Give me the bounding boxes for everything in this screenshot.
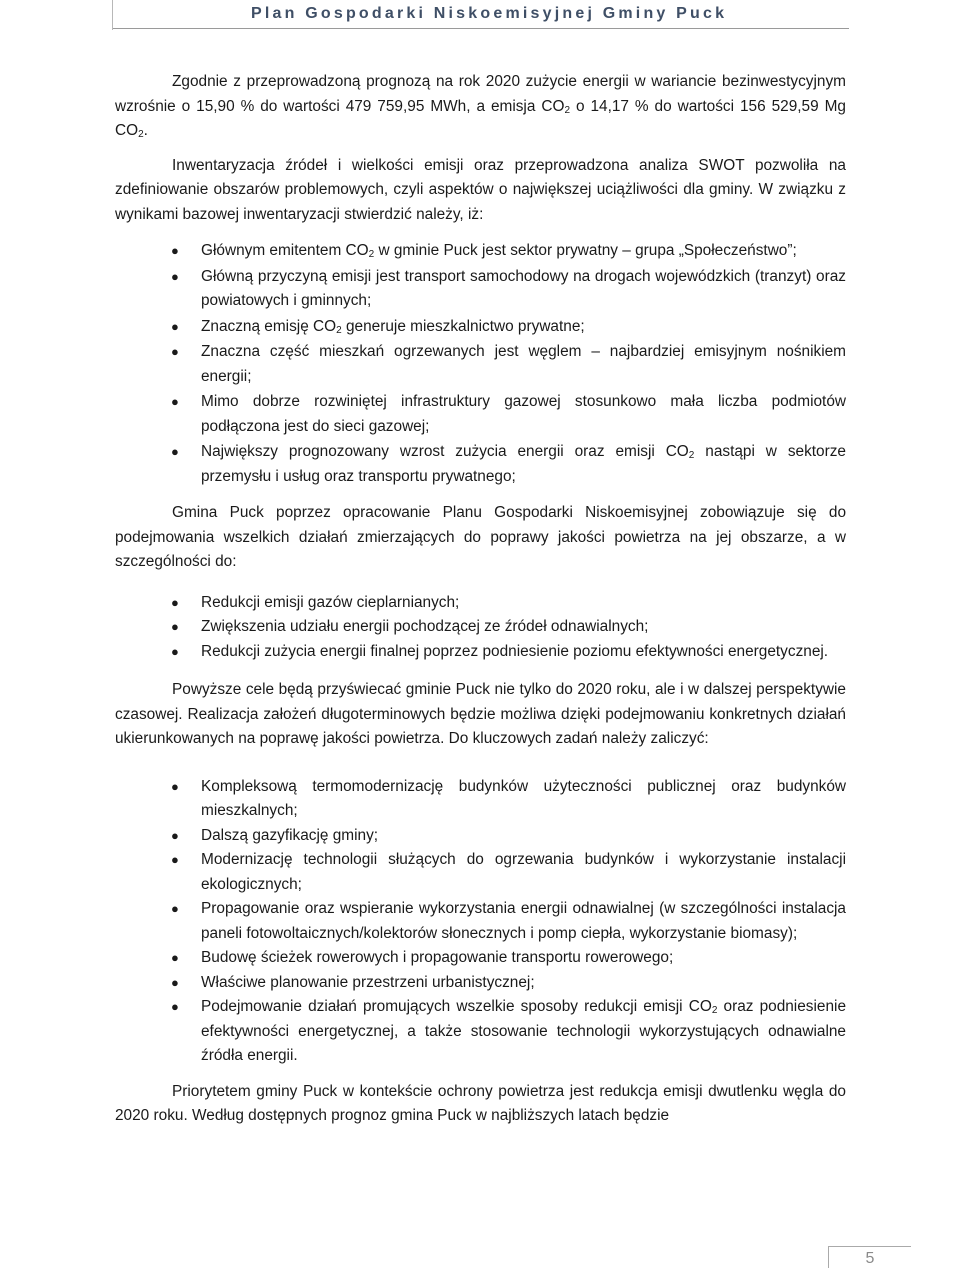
list-item <box>115 848 846 897</box>
list-item-text: oraz podniesienie efektywności energetycznej, a także stosowanie technologii wykorzystujących odnawialne źródła energii. <box>201 998 847 1064</box>
list-item <box>115 340 846 389</box>
list-item-text: Główną przyczyną emisji jest transport samochodowy na drogach wojewódzkich (tranzyt) oraz powiatowych i gminnych; <box>201 267 846 309</box>
findings-list <box>115 239 846 489</box>
list-item <box>115 591 846 616</box>
list-item-text: Kompleksową termomodernizację budynków użyteczności publicznej oraz budynków mieszkalnych; <box>201 777 846 819</box>
paragraph-text: Zgodnie z przeprowadzoną prognozą na rok 2020 zużycie energii w wariancie bezinwestycyjnym wzrośnie o 15,90 % do wartości 479 759,95 MWh, a emisja CO <box>115 73 846 115</box>
bullet-icon: ● <box>171 268 179 284</box>
page-number-box <box>828 1246 911 1268</box>
list-item <box>115 995 846 1069</box>
tasks-list <box>115 775 846 1069</box>
list-item <box>115 315 846 340</box>
list-item <box>115 640 846 665</box>
goals-list <box>115 591 846 665</box>
bullet-icon: ● <box>171 950 179 965</box>
bullet-icon: ● <box>171 974 179 990</box>
bullet-icon: ● <box>171 999 179 1014</box>
list-item-text: nastąpi w sektorze przemysłu i usług oraz transportu prywatnego; <box>201 443 846 485</box>
header-title: Plan Gospodarki Niskoemisyjnej Gminy Puck <box>251 5 728 22</box>
list-item-text: Największy prognozowany wzrost zużycia energii oraz emisji CO <box>201 443 689 460</box>
list-item <box>115 946 846 971</box>
list-item-text: Dalszą gazyfikację gminy; <box>201 826 379 844</box>
bullet-icon: ● <box>171 827 179 843</box>
bullet-icon: ● <box>171 243 179 258</box>
document-body <box>115 70 846 1129</box>
bullet-icon: ● <box>171 852 179 867</box>
paragraph-goals: Powyższe cele będą przyświecać gminie Puck nie tylko do 2020 roku, ale i w dalszej perspektywie czasowej. Realizacja założeń długoterminowych będzie możliwa dzięki podejmowaniu konkretnych działań ukierunkowanych na poprawę jakości powietrza. Do kluczowych zadań należy zaliczyć: <box>115 681 846 747</box>
list-item-text: Głównym emitentem CO <box>201 242 369 259</box>
list-item <box>115 897 846 946</box>
bullet-icon: ● <box>171 643 179 659</box>
list-item <box>115 775 846 824</box>
list-item <box>115 824 846 849</box>
paragraph-forecast <box>115 70 846 144</box>
list-item-text: Zwiększenia udziału energii pochodzącej ze źródeł odnawialnych; <box>201 618 649 635</box>
list-item-text: Znaczna część mieszkań ogrzewanych jest węglem – najbardziej emisyjnym nośnikiem energii; <box>201 343 846 385</box>
paragraph-text: o 14,17 % do wartości 156 529,59 Mg CO <box>115 97 846 139</box>
subscript: 2 <box>368 249 375 260</box>
bullet-icon: ● <box>171 901 179 916</box>
page-number: 5 <box>865 1250 875 1267</box>
list-item <box>115 390 846 439</box>
list-item <box>115 440 846 489</box>
list-item <box>115 265 846 314</box>
paragraph-text: . <box>143 122 148 139</box>
list-item-text: Modernizację technologii służących do ogrzewania budynków i wykorzystanie instalacji ekologicznych; <box>201 851 846 893</box>
bullet-icon: ● <box>171 394 179 409</box>
list-item-text: generuje mieszkalnictwo prywatne; <box>341 317 585 335</box>
list-item-text: Budowę ścieżek rowerowych i propagowanie transportu rowerowego; <box>201 949 674 966</box>
list-item <box>115 239 846 264</box>
subscript: 2 <box>138 129 144 140</box>
list-item <box>115 971 846 996</box>
list-item-text: w gminie Puck jest sektor prywatny – grupa „Społeczeństwo”; <box>374 242 797 259</box>
list-item-text: Znaczną emisję CO <box>201 317 337 335</box>
list-item-text: Podejmowanie działań promujących wszelkie sposoby redukcji emisji CO <box>201 998 712 1015</box>
list-item <box>115 615 846 640</box>
subscript: 2 <box>688 450 695 461</box>
header-rule <box>113 28 849 29</box>
list-item-text: Propagowanie oraz wspieranie wykorzystania energii odnawialnej (w szczególności instalacja paneli fotowoltaicznych/kolektorów słonecznych i pomp ciepła, wykorzystanie biomasy); <box>201 900 846 942</box>
bullet-icon: ● <box>171 344 179 359</box>
bullet-icon: ● <box>171 778 179 794</box>
bullet-icon: ● <box>171 594 179 610</box>
bullet-icon: ● <box>171 318 179 334</box>
subscript: 2 <box>564 104 571 116</box>
bullet-icon: ● <box>171 444 179 459</box>
subscript: 2 <box>336 324 342 336</box>
paragraph-inventory: Inwentaryzacja źródeł i wielkości emisji oraz przeprowadzona analiza SWOT pozwoliła na zdefiniowanie obszarów problemowych, czyli aspektów o największej uciążliwości dla gminy. W związku z wynikami bazowej inwentaryzacji stwierdzić należy, iż: <box>115 156 846 223</box>
list-item-text: Właściwe planowanie przestrzeni urbanistycznej; <box>201 973 535 991</box>
paragraph-priority: Priorytetem gminy Puck w kontekście ochrony powietrza jest redukcja emisji dwutlenku węgla do 2020 roku. Według dostępnych prognoz gmina Puck w najbliższych latach będzie <box>115 1082 846 1124</box>
bullet-icon: ● <box>171 619 179 634</box>
list-item-text: Redukcji zużycia energii finalnej poprzez podniesienie poziomu efektywności energetycznej. <box>201 642 829 660</box>
list-item-text: Redukcji emisji gazów cieplarnianych; <box>201 593 460 611</box>
paragraph-commitment: Gmina Puck poprzez opracowanie Planu Gospodarki Niskoemisyjnej zobowiązuje się do podejmowania wszelkich działań zmierzających do poprawy jakości powietrza na jej obszarze, a w szczególności do: <box>115 504 846 570</box>
page-header <box>112 0 849 30</box>
subscript: 2 <box>711 1005 718 1016</box>
list-item-text: Mimo dobrze rozwiniętej infrastruktury gazowej stosunkowo mała liczba podmiotów podłączona jest do sieci gazowej; <box>201 393 846 435</box>
